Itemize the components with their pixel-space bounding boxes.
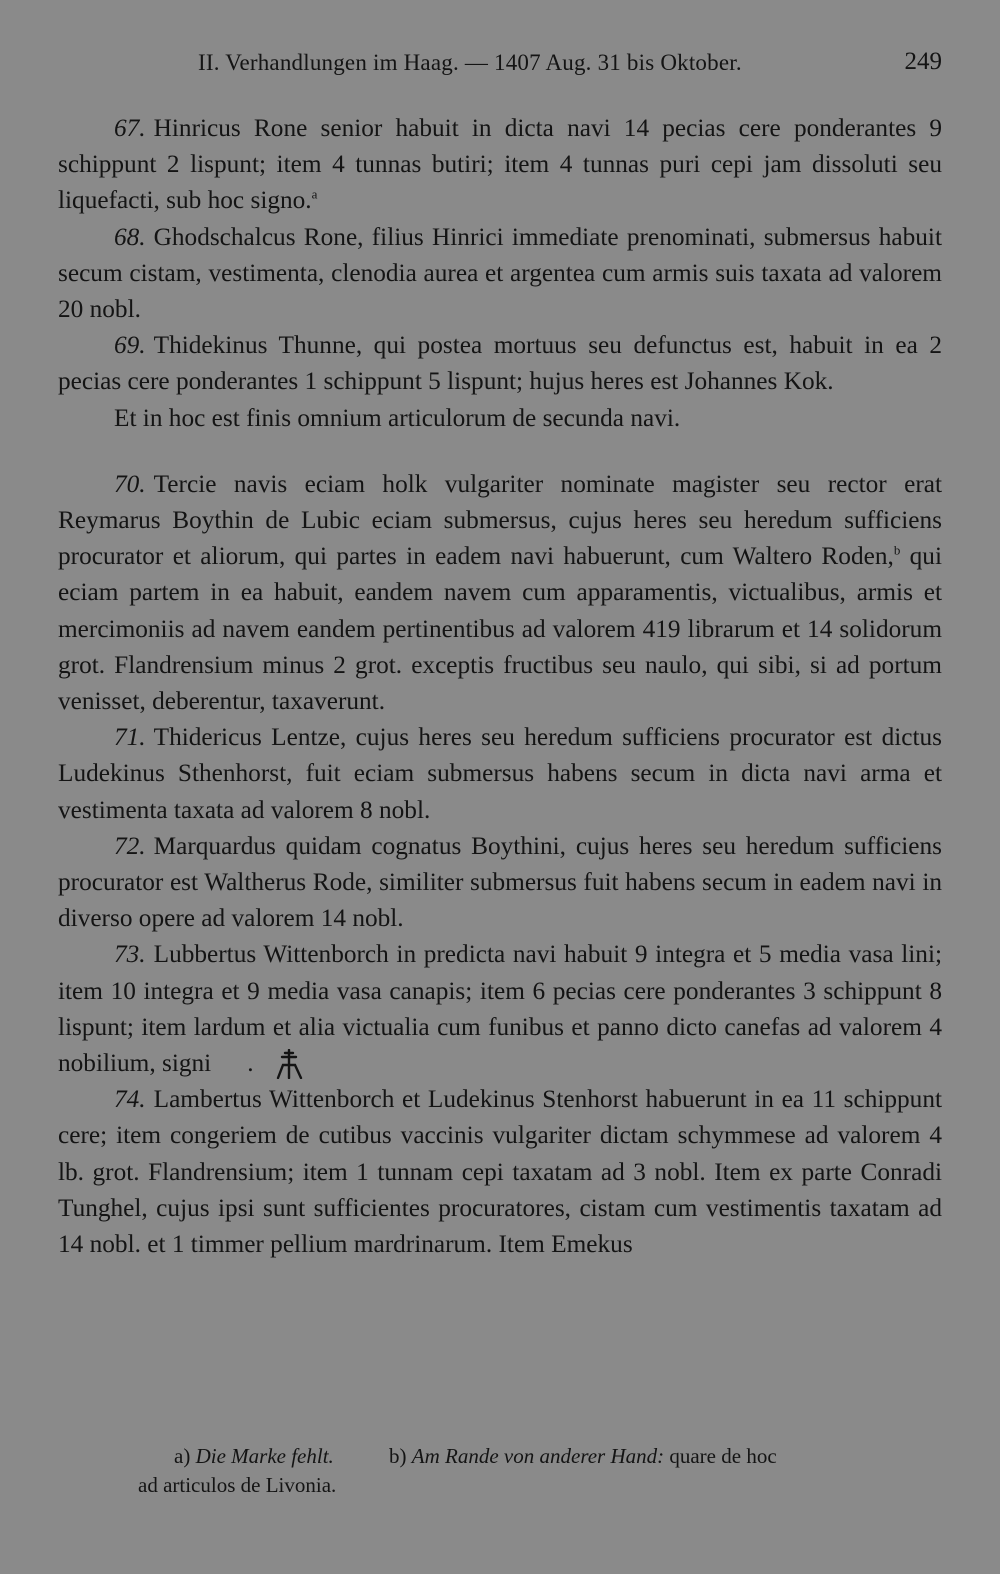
paragraph-73	[58, 936, 942, 1081]
paragraph-72	[58, 828, 942, 937]
paragraph-text: Lubbertus Wittenborch in predicta navi habuit 9 integra et 5 media vasa lini; item 10 integra et 9 media vasa canapis; item 6 pecias cere ponderantes 3 schippunt 8 lispunt; item lardum et alia victualia cum funibus et panno dicto canefas ad valorem 4 nobilium, signi	[58, 940, 942, 1078]
footnote-ref-a: a	[311, 186, 318, 202]
paragraph-69	[58, 327, 942, 399]
paragraph-text-cont: qui eciam partem in ea habuit, eandem navem cum apparamentis, victualibus, armis et mercimoniis ad navem eandem pertinentibus ad valorem 419 librarum et 14 solidorum grot. Flandrensium minus 2 grot. exceptis fructibus seu naulo, qui sibi, si ad portum venisset, deberentur, taxaverunt.	[58, 542, 942, 716]
page-header	[58, 46, 942, 86]
footnote-ref-b: b	[893, 542, 901, 558]
article-number: 68.	[114, 222, 146, 251]
article-number: 67.	[114, 114, 146, 142]
paragraph-text: Thidekinus Thunne, qui postea mortuus seu defunctus est, habuit in ea 2 pecias cere ponderantes 1 schippunt 5 lispunt; hujus heres est Johannes Kok.	[58, 331, 942, 396]
merchant-mark-icon	[219, 1049, 247, 1079]
page	[58, 46, 942, 1546]
paragraph-text: Ghodschalcus Rone, filius Hinrici immediate prenominati, submersus habuit secum cistam, vestimenta, clenodia aurea et argentea cum armis suis taxata ad valorem 20 nobl.	[58, 222, 942, 324]
footnote-line	[58, 1442, 942, 1471]
paragraph-67	[58, 110, 942, 219]
footnote-b-label: b)	[389, 1444, 407, 1468]
paragraph-text-cont: .	[247, 1049, 254, 1078]
running-head: II. Verhandlungen im Haag. — 1407 Aug. 31 bis Oktober.	[198, 50, 742, 75]
footnotes	[58, 1442, 942, 1500]
footnote-b-italic: Am Rande von anderer Hand:	[411, 1444, 665, 1468]
paragraph-text: Et in hoc est finis omnium articulorum de secunda navi.	[114, 403, 681, 432]
article-number: 73.	[114, 940, 146, 969]
article-number: 74.	[114, 1085, 146, 1114]
article-number: 72.	[114, 831, 146, 860]
page-number: 249	[904, 48, 942, 75]
footnote-b-text: quare de hoc	[664, 1444, 777, 1468]
article-number: 71.	[114, 723, 146, 752]
footnote-b-continuation: ad articulos de Livonia.	[138, 1473, 337, 1497]
paragraph-text: Thidericus Lentze, cujus heres seu heredum sufficiens procurator est dictus Ludekinus Sthenhorst, fuit eciam submersus habens secum in dicta navi arma et vestimenta taxata ad valorem 8 nobl.	[58, 723, 942, 824]
article-number: 70.	[114, 469, 146, 498]
article-number: 69.	[114, 331, 146, 360]
paragraph-text: Lambertus Wittenborch et Ludekinus Stenhorst habuerunt in ea 11 schippunt cere; item congeriem de cutibus vaccinis vulgariter dictam schymmese ad valorem 4 lb. grot. Flandrensium; item 1 tunnam cepi taxatam ad 3 nobl. Item ex parte Conradi Tunghel, cujus ipsi sunt sufficientes procuratores, cistam cum vestimentis taxatam ad 14 nobl. et 1 timmer pellium mardrinarum. Item Emekus	[58, 1085, 942, 1259]
paragraph-68	[58, 219, 942, 328]
footnote-a-label: a)	[174, 1444, 191, 1468]
footnote-a-text: Die Marke fehlt.	[195, 1444, 334, 1468]
paragraph-70	[58, 466, 942, 719]
paragraph-74	[58, 1081, 942, 1262]
paragraph-71	[58, 719, 942, 828]
paragraph-text: Tercie navis eciam holk vulgariter nominate magister seu rector erat Reymarus Boythin de Lubic eciam submersus, cujus heres seu heredum sufficiens procurator et aliorum, qui partes in eadem navi habuerunt, cum Waltero Roden,	[58, 469, 942, 571]
paragraph-text: Marquardus quidam cognatus Boythini, cujus heres seu heredum sufficiens procurator est Waltherus Rode, similiter submersus fuit habens secum in eadem navi in diverso opere ad valorem 14 nobl.	[58, 831, 942, 933]
paragraph-closing	[58, 400, 942, 436]
paragraph-text: Hinricus Rone senior habuit in dicta navi 14 pecias cere ponderantes 9 schippunt 2 lispunt; item 4 tunnas butiri; item 4 tunnas puri cepi jam dissoluti seu liquefacti, sub hoc signo.	[58, 114, 942, 215]
document-body	[58, 110, 942, 1262]
